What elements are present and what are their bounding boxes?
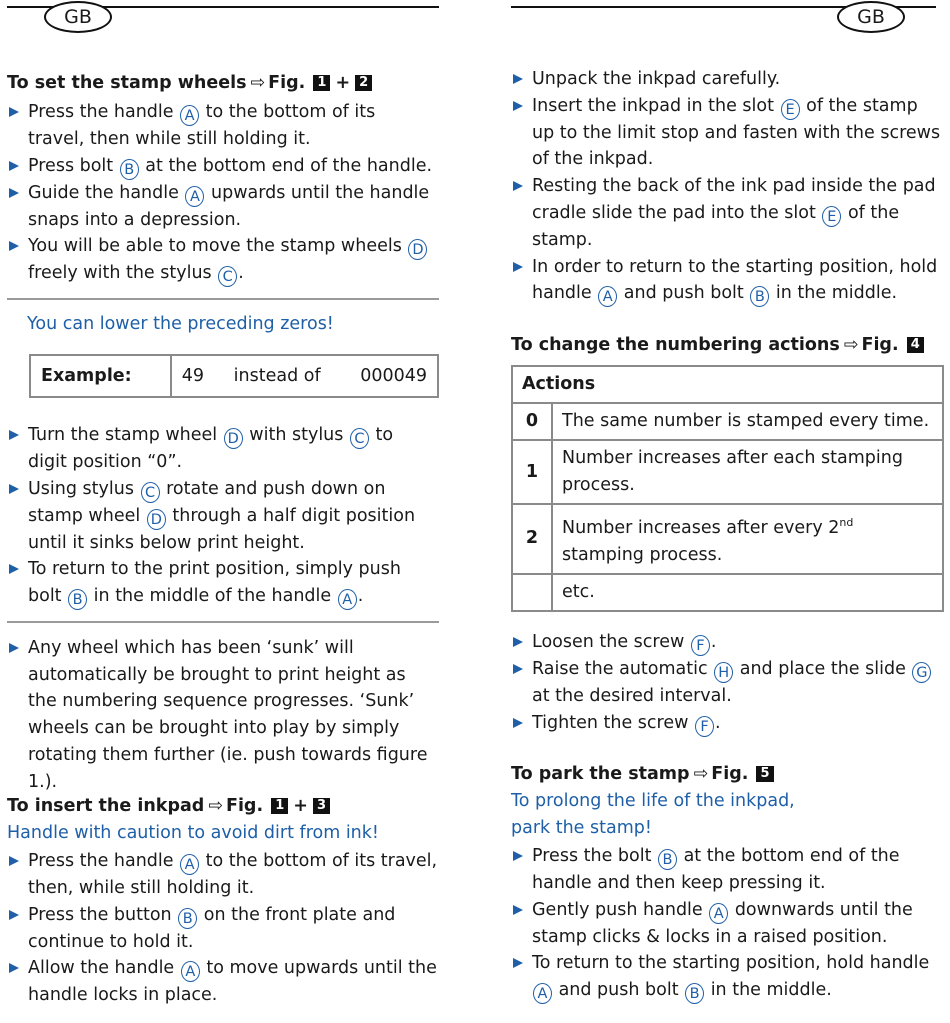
action-number <box>512 574 552 611</box>
arrow-icon: ⇨ <box>843 335 859 355</box>
arrow-icon: ⇨ <box>250 73 266 93</box>
item-text: Allow the handle <box>28 958 180 979</box>
inkpad-heading <box>7 796 332 816</box>
item-text: Press the handle <box>28 102 180 122</box>
item-text: upwards until the handle snaps into a depression. <box>28 182 430 230</box>
divider <box>7 298 439 300</box>
list-item <box>511 173 945 253</box>
item-text: To return to the print position, simply push bolt <box>28 559 401 607</box>
part-letter-badge: A <box>180 105 199 126</box>
park-list <box>511 843 945 1004</box>
part-letter-badge: A <box>533 983 552 1004</box>
part-letter-badge: A <box>181 961 200 982</box>
item-text: to the bottom of its travel, then while still holding it. <box>28 102 376 149</box>
item-text: of the stamp. <box>532 202 900 250</box>
item-text: and place the slide <box>734 659 912 679</box>
item-text: at the bottom end of the handle. <box>139 155 433 176</box>
item-text: at the bottom end of the handle and then keep pressing it. <box>532 846 900 893</box>
part-letter-badge: C <box>218 266 237 287</box>
item-text: to digit position “0”. <box>28 425 394 472</box>
example-table <box>29 354 439 398</box>
inkpad-caution-note: Handle with caution to avoid dirt from ink! <box>7 823 379 843</box>
list-item <box>7 848 439 902</box>
item-text: of the stamp up to the limit stop and fasten with the screws of the inkpad. <box>532 95 941 170</box>
list-item <box>7 902 439 956</box>
action-number: 2 <box>512 504 552 574</box>
list-item <box>7 233 437 287</box>
list-item <box>511 897 945 951</box>
list-item <box>7 180 437 234</box>
figure-number: 1 <box>271 798 288 814</box>
list-item <box>511 950 945 1004</box>
part-letter-badge: B <box>685 983 704 1004</box>
list-item <box>511 629 945 656</box>
action-text-main: Number increases after every 2 <box>562 517 840 538</box>
list-item <box>7 556 437 610</box>
language-badge-left: GB <box>44 1 112 33</box>
item-text: . <box>357 586 364 607</box>
item-text: at the desired interval. <box>532 686 732 706</box>
item-text: in the middle. <box>770 283 898 304</box>
example-original-value: 000049 <box>360 366 427 386</box>
item-text: Guide the handle <box>28 182 185 203</box>
fig-label: Fig. <box>861 335 899 355</box>
actions-header: Actions <box>512 366 943 403</box>
park-note-line1: To prolong the life of the inkpad, <box>511 791 795 811</box>
part-letter-badge: F <box>691 635 710 656</box>
list-item <box>7 153 437 180</box>
part-letter-badge: A <box>709 903 728 924</box>
fig-label: Fig. <box>711 764 749 784</box>
item-text: Loosen the screw <box>532 632 690 652</box>
part-letter-badge: B <box>178 908 197 929</box>
divider <box>7 621 439 623</box>
part-letter-badge: A <box>598 286 617 307</box>
park-note-line2: park the stamp! <box>511 818 652 838</box>
item-text: To return to the starting position, hold handle <box>532 953 930 974</box>
item-text: . <box>238 263 244 284</box>
ordinal-suffix: nd <box>839 516 854 529</box>
fig-label: Fig. <box>225 796 264 816</box>
item-text: You will be able to move the stamp wheels <box>28 236 408 257</box>
heading-text: To park the stamp <box>511 764 690 784</box>
action-text-rest: stamping process. <box>562 544 723 565</box>
list-item <box>7 476 437 557</box>
item-text: on the front plate and continue to hold it. <box>28 904 396 952</box>
item-text: with stylus <box>243 425 349 445</box>
part-letter-badge: C <box>141 482 160 503</box>
heading-text: To set the stamp wheels <box>7 73 247 93</box>
figure-number: 4 <box>907 337 924 353</box>
item-text: Press bolt <box>28 155 119 176</box>
part-letter-badge: C <box>350 428 369 449</box>
part-letter-badge: G <box>912 662 931 683</box>
language-badge-right: GB <box>837 1 905 33</box>
list-item <box>511 656 945 710</box>
item-text: Press the button <box>28 904 178 925</box>
part-letter-badge: E <box>781 99 800 120</box>
action-text <box>552 504 943 574</box>
plus-sign: + <box>293 796 308 816</box>
action-text: Number increases after each stamping process. <box>552 440 943 504</box>
list-item <box>7 635 432 795</box>
example-label: Example: <box>30 355 171 397</box>
part-letter-badge: A <box>180 854 199 875</box>
stamp-wheels-heading <box>7 73 374 93</box>
heading-text: To insert the inkpad <box>7 796 205 816</box>
arrow-icon: ⇨ <box>208 796 223 816</box>
sunk-wheels-list <box>7 635 432 795</box>
list-item <box>511 66 945 93</box>
park-heading <box>511 764 776 784</box>
list-item <box>511 93 945 173</box>
action-number: 1 <box>512 440 552 504</box>
list-item <box>7 422 437 476</box>
item-text: freely with the stylus <box>28 263 218 284</box>
action-text: etc. <box>552 574 943 611</box>
numbering-heading <box>511 335 926 355</box>
part-letter-badge: B <box>68 589 87 610</box>
list-item <box>511 710 945 737</box>
item-text: Press the bolt <box>532 846 658 866</box>
item-text: Any wheel which has been ‘sunk’ will automatically be brought to print height as the numbering sequence progresses. ‘Sunk’ wheels can be brought into play by simply rotating them further (ie. push towards figure 1.). <box>28 638 428 792</box>
actions-table <box>511 365 944 612</box>
part-letter-badge: B <box>120 159 139 180</box>
part-letter-badge: D <box>408 239 427 260</box>
item-text: Gently push handle <box>532 899 709 920</box>
item-text: . <box>714 712 721 733</box>
figure-number: 5 <box>756 766 773 782</box>
figure-number: 3 <box>313 798 330 814</box>
item-text: Press the handle <box>28 851 180 871</box>
item-text: downwards until the stamp clicks & locks in a raised position. <box>532 899 913 947</box>
item-text: and push bolt <box>618 283 750 304</box>
part-letter-badge: D <box>147 509 166 530</box>
item-text: Resting the back of the ink pad inside the pad cradle slide the pad into the slot <box>532 176 936 223</box>
inkpad-continued-list <box>511 66 945 307</box>
item-text: to move upwards until the handle locks in place. <box>28 958 437 1006</box>
part-letter-badge: H <box>714 662 733 683</box>
numbering-list <box>511 629 945 737</box>
part-letter-badge: F <box>695 716 714 737</box>
item-text: Unpack the inkpad carefully. <box>532 69 781 89</box>
heading-text: To change the numbering actions <box>511 335 840 355</box>
item-text: In order to return to the starting position, hold handle <box>532 256 938 304</box>
item-text: rotate and push down on stamp wheel <box>28 478 386 526</box>
item-text: Using stylus <box>28 478 140 499</box>
stamp-wheels-list <box>7 99 437 287</box>
item-text: Turn the stamp wheel <box>28 425 223 445</box>
part-letter-badge: B <box>750 286 769 307</box>
zeros-note: You can lower the preceding zeros! <box>27 314 334 334</box>
list-item <box>511 843 945 897</box>
item-text: in the middle of the handle <box>88 586 337 607</box>
inkpad-list <box>7 848 439 1009</box>
item-text: in the middle. <box>705 980 832 1001</box>
item-text: Raise the automatic <box>532 659 714 679</box>
part-letter-badge: A <box>185 186 204 207</box>
zeros-list <box>7 422 437 610</box>
example-instead: instead of <box>233 366 321 386</box>
item-text: Tighten the screw <box>532 712 694 733</box>
example-new-value: 49 <box>181 366 205 386</box>
arrow-icon: ⇨ <box>693 764 709 784</box>
item-text: . <box>710 632 717 652</box>
action-number: 0 <box>512 403 552 440</box>
figure-number: 1 <box>313 75 330 91</box>
example-value <box>171 355 438 397</box>
item-text: through a half digit position until it sinks below print height. <box>28 505 416 553</box>
item-text: and push bolt <box>553 980 685 1001</box>
part-letter-badge: E <box>822 206 841 227</box>
list-item <box>7 955 439 1009</box>
fig-label: Fig. <box>268 73 306 93</box>
part-letter-badge: A <box>338 589 357 610</box>
figure-number: 2 <box>355 75 372 91</box>
plus-sign: + <box>335 73 351 93</box>
item-text: to the bottom of its travel, then, while still holding it. <box>28 851 438 898</box>
action-text: The same number is stamped every time. <box>552 403 943 440</box>
part-letter-badge: D <box>224 428 243 449</box>
list-item <box>511 254 945 308</box>
list-item <box>7 99 437 153</box>
part-letter-badge: B <box>658 849 677 870</box>
item-text: Insert the inkpad in the slot <box>532 95 780 116</box>
